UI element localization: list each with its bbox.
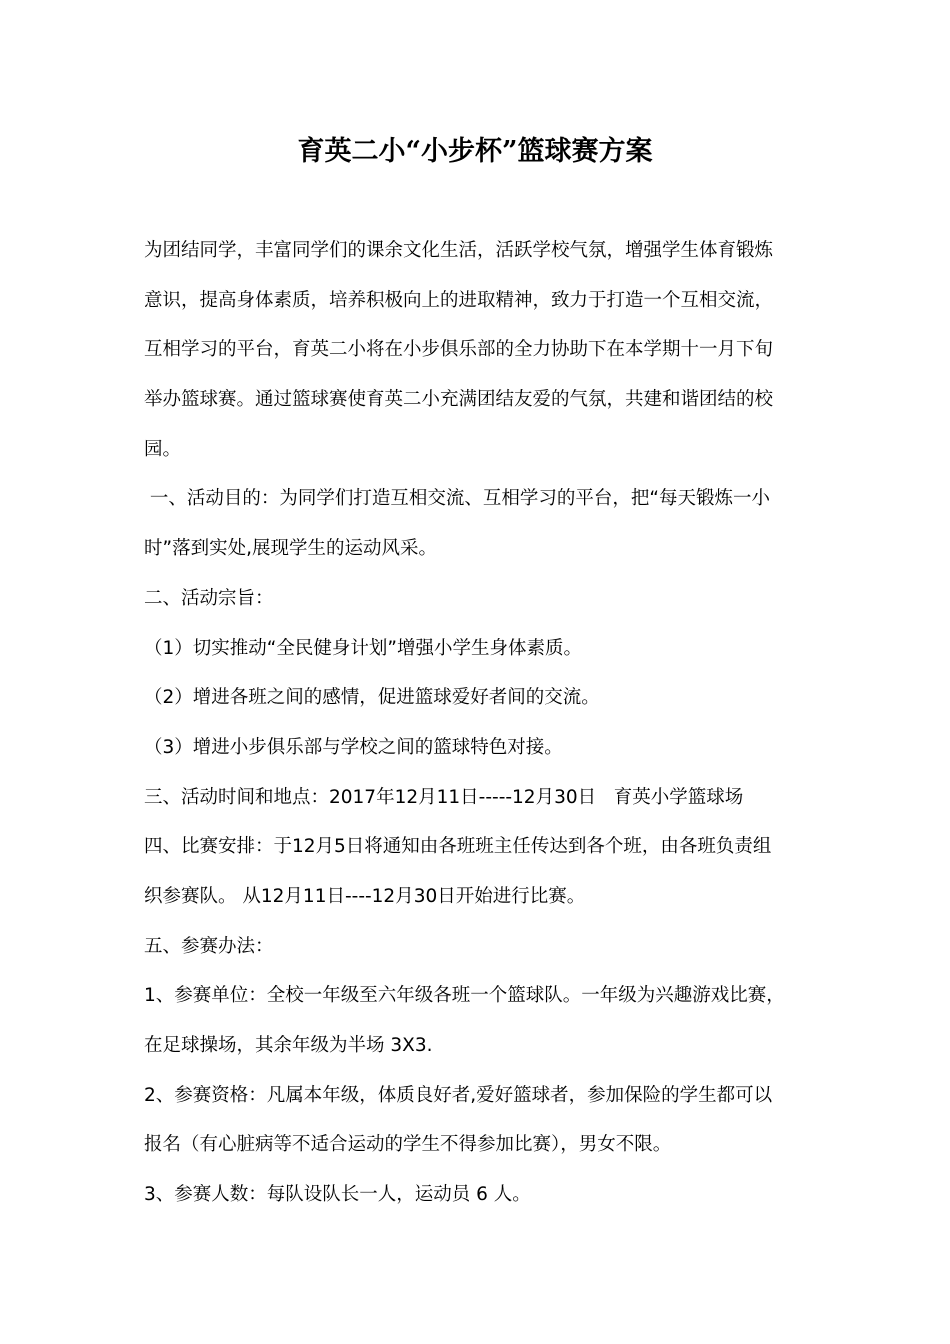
paragraph-line: 园。	[144, 438, 182, 460]
paragraph-line: 意识，提高身体素质，培养积极向上的进取精神，致力于打造一个互相交流，	[144, 289, 774, 311]
entry-item-2: 2、参赛资格：凡属本年级，体质良好者,爱好篮球者，参加保险的学生都可以	[144, 1084, 773, 1106]
paragraph-line: 为团结同学，丰富同学们的课余文化生活，活跃学校气氛，增强学生体育锻炼	[144, 240, 774, 261]
aim-item-3: （3）增进小步俱乐部与学校之间的篮球特色对接。	[144, 736, 563, 758]
paragraph-line: 报名（有心脏病等不适合运动的学生不得参加比赛），男女不限。	[144, 1134, 672, 1156]
paragraph-line: 举办篮球赛。通过篮球赛使育英二小充满团结友爱的气氛，共建和谐团结的校	[144, 389, 774, 411]
paragraph-line: 互相学习的平台，育英二小将在小步俱乐部的全力协助下在本学期十一月下旬	[144, 339, 774, 361]
section-activity-purpose: 一、活动目的：为同学们打造互相交流、互相学习的平台，把“每天锻炼一小	[144, 488, 770, 510]
paragraph-line: 织参赛队。 从12月11日----12月30日开始进行比赛。	[144, 885, 586, 907]
paragraph-line: 时”落到实处,展现学生的运动风采。	[144, 538, 437, 560]
entry-item-1: 1、参赛单位：全校一年级至六年级各班一个篮球队。一年级为兴趣游戏比赛，	[144, 985, 785, 1007]
aim-item-1: （1）切实推动“全民健身计划”增强小学生身体素质。	[144, 637, 582, 659]
paragraph-line: 在足球操场，其余年级为半场 3X3.	[144, 1035, 433, 1056]
section-time-location: 三、活动时间和地点：2017年12月11日-----12月30日 育英小学篮球场	[144, 786, 744, 808]
document-title: 育英二小“小步杯”篮球赛方案	[297, 136, 653, 167]
section-match-schedule: 四、比赛安排：于12月5日将通知由各班班主任传达到各个班，由各班负责组	[144, 836, 772, 858]
section-activity-aim: 二、活动宗旨：	[144, 587, 274, 609]
document-body	[144, 226, 808, 1220]
entry-item-3: 3、参赛人数：每队设队长一人，运动员 6 人。	[144, 1184, 531, 1206]
section-entry-method: 五、参赛办法：	[144, 935, 274, 957]
aim-item-2: （2）增进各班之间的感情，促进篮球爱好者间的交流。	[144, 687, 600, 709]
